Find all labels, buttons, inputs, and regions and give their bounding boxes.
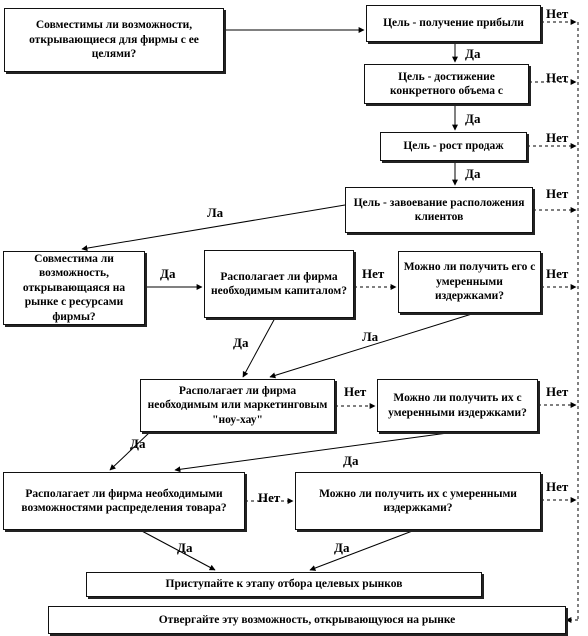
- label-yes-variant: Ла: [362, 329, 379, 344]
- question-resources-compatible: Совместима ли возможность, открывающаяся на рынке с ресурсами фирмы?: [3, 251, 145, 325]
- question-has-knowhow: Располагает ли фирма необходимым или маркетинговым "ноу-хау": [140, 379, 335, 432]
- label-no: Нет: [258, 490, 281, 505]
- goal-profit-box: Цель - получение прибыли: [366, 5, 541, 42]
- label-no: Нет: [546, 186, 569, 201]
- label-yes: Да: [465, 111, 481, 126]
- label-yes: Да: [465, 46, 481, 61]
- label-no: Нет: [546, 6, 569, 21]
- label-yes: Да: [465, 166, 481, 181]
- label-no: Нет: [546, 384, 569, 399]
- proceed-box: Приступайте к этапу отбора целевых рынков: [86, 572, 482, 597]
- label-yes: Да: [343, 453, 359, 468]
- question-has-distribution: Располагает ли фирма необходимыми возможностями распределения товара?: [3, 472, 245, 530]
- label-yes-variant: Ла: [207, 205, 224, 220]
- label-no: Нет: [546, 479, 569, 494]
- question-get-distribution: Можно ли получить их с умеренными издержками?: [295, 472, 541, 530]
- question-goals-compatible: Совместимы ли возможности, открывающиеся для фирмы с ее целями?: [4, 8, 224, 72]
- label-no: Нет: [344, 384, 367, 399]
- label-yes: Да: [334, 540, 350, 555]
- question-get-knowhow: Можно ли получить их с умеренными издержками?: [377, 379, 538, 432]
- goal-volume-box: Цель - достижение конкретного объема с: [364, 64, 529, 104]
- label-no: Нет: [546, 266, 569, 281]
- goal-growth-box: Цель - рост продаж: [380, 132, 527, 161]
- label-yes: Да: [130, 436, 146, 451]
- reject-box: Отвергайте эту возможность, открывающуюся на рынке: [48, 606, 566, 634]
- label-yes: Да: [160, 266, 176, 281]
- label-no: Нет: [362, 266, 385, 281]
- goal-loyalty-box: Цель - завоевание расположения клиентов: [345, 187, 533, 233]
- label-yes: Да: [233, 335, 249, 350]
- label-no: Нет: [546, 70, 569, 85]
- question-get-capital: Можно ли получить его с умеренными издержками?: [398, 251, 541, 313]
- label-yes: Да: [177, 540, 193, 555]
- question-has-capital: Располагает ли фирма необходимым капиталом?: [204, 250, 354, 318]
- label-no: Нет: [546, 130, 569, 145]
